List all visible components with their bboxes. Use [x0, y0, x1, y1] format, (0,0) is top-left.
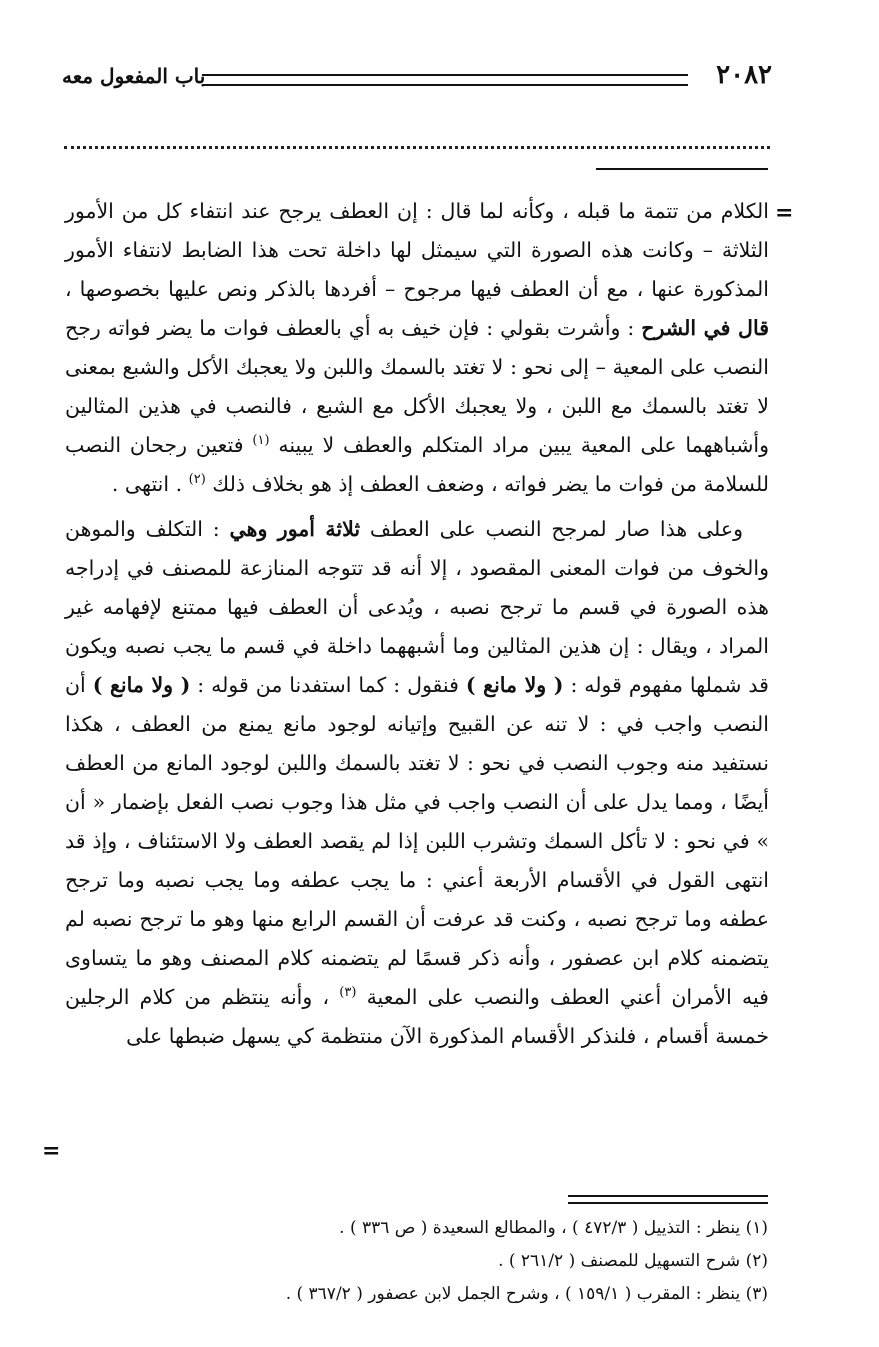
header-double-rule: [202, 74, 688, 86]
footnote-3: (٣) ينظر : المقرب ( ١٥٩/١ ) ، وشرح الجمل لابن عصفور ( ٣٦٧/٢ ) .: [285, 1284, 768, 1304]
text-span: أن النصب واجب في : لا تنه عن القبيح وإتيانه لوجود مانع يمنع من العطف ، هكذا نستفيد منه وجوب النصب في نحو : لا تغتد بالسمك واللبن لوجود المانع من العطف أيضًا ، ومما يدل على أن النصب واجب في مثل هذا وجوب نصب الفعل بإضمار « أن » في نحو : لا تأكل السمك وتشرب اللبن إذا لم يقصد العطف ولا الاستئناف ، وإذ قد انتهى القول في الأقسام الأربعة أعني : ما يجب عطفه وما يجب نصبه وما ترجح عطفه وما ترجح نصبه ، وكنت قد عرفت أن القسم الرابع منها وهو ما ترجح نصبه لم يتضمنه كلام ابن عصفور ، وأنه ذكر قسمًا لم يتضمنه كلام المصنف وهو ما يتساوى فيه الأمران أعني العطف والنصب على المعية: [65, 673, 769, 1009]
bold-phrase: ( ولا مانع ): [92, 673, 191, 697]
text-span: ، وأنه ينتظم من كلام الرجلين خمسة أقسام ، فلنذكر الأقسام المذكورة الآن منتظمة كي يسهل ضبطها على: [65, 985, 769, 1048]
footnote-2: (٢) شرح التسهيل للمصنف ( ٢٦١/٢ ) .: [498, 1251, 768, 1271]
bold-phrase: ( ولا مانع ): [465, 673, 564, 697]
paragraph-1: [65, 192, 769, 504]
paragraph-2: [65, 510, 769, 1056]
text-span: : وأشرت بقولي : فإن خيف به أي بالعطف فوات ما يضر فواته رجح النصب على المعية – إلى نحو : لا تغتد بالسمك واللبن ولا يعجبك الأكل والشبع بمعنى لا تغتد بالسمك مع اللبن ، ولا يعجبك الأكل مع الشبع ، فالنصب في هذين المثالين وأشباههما على المعية يبين مراد المتكلم والعطف لا يبينه: [65, 316, 769, 457]
running-header: [62, 58, 772, 98]
text-span: الكلام من تتمة ما قبله ، وكأنه لما قال : إن العطف يرجح عند انتفاء كل من الأمور الثلاثة – وكانت هذه الصورة التي سيمثل لها داخلة تحت هذا الضابط لانتفاء الأمور المذكورة عنها ، مع أن العطف فيها مرجوح – أفردها بالذكر ونص عليها بخصوصها ،: [65, 199, 769, 301]
bold-phrase: ثلاثة أمور وهي: [229, 517, 361, 541]
continuation-marker-end: =: [42, 1138, 61, 1164]
footnotes: [200, 1212, 768, 1311]
text-span: . انتهى .: [111, 472, 183, 496]
footnote-ref-3: (٣): [339, 985, 357, 1001]
chapter-title: باب المفعول معه: [62, 64, 206, 88]
short-separator-rule: [596, 168, 768, 170]
footnote-separator: [568, 1195, 768, 1204]
text-span: : التكلف والموهن والخوف من فوات المعنى المقصود ، إلا أنه قد تتوجه المنازعة للمصنف في إدراجه هذه الصورة في قسم ما ترجح نصبه ، ويُدعى أن العطف فيها ممتنع لإفهامه غير المراد ، ويقال : إن هذين المثالين وما أشبههما داخلة في قسم ما يجب نصبه ويكون قد شملها مفهوم قوله :: [65, 517, 769, 697]
footnote-ref-2: (٢): [188, 472, 206, 488]
page-number: ٢٠٨٢: [716, 60, 772, 90]
main-text: [65, 192, 769, 1056]
text-span: فتعين رجحان النصب للسلامة من فوات ما يضر فواته ، وضعف العطف إذ هو بخلاف ذلك: [65, 433, 769, 496]
continuation-marker-start: =: [775, 200, 794, 226]
footnote-ref-1: (١): [252, 433, 270, 449]
text-span: فنقول : كما استفدنا من قوله :: [197, 673, 459, 697]
text-span: وعلى هذا صار لمرجح النصب على العطف: [369, 517, 743, 541]
footnote-1: (١) ينظر : التذييل ( ٤٧٢/٣ ) ، والمطالع السعيدة ( ص ٣٣٦ ) .: [339, 1218, 768, 1238]
dotted-separator: [64, 138, 770, 149]
bold-phrase: قال في الشرح: [641, 316, 769, 340]
